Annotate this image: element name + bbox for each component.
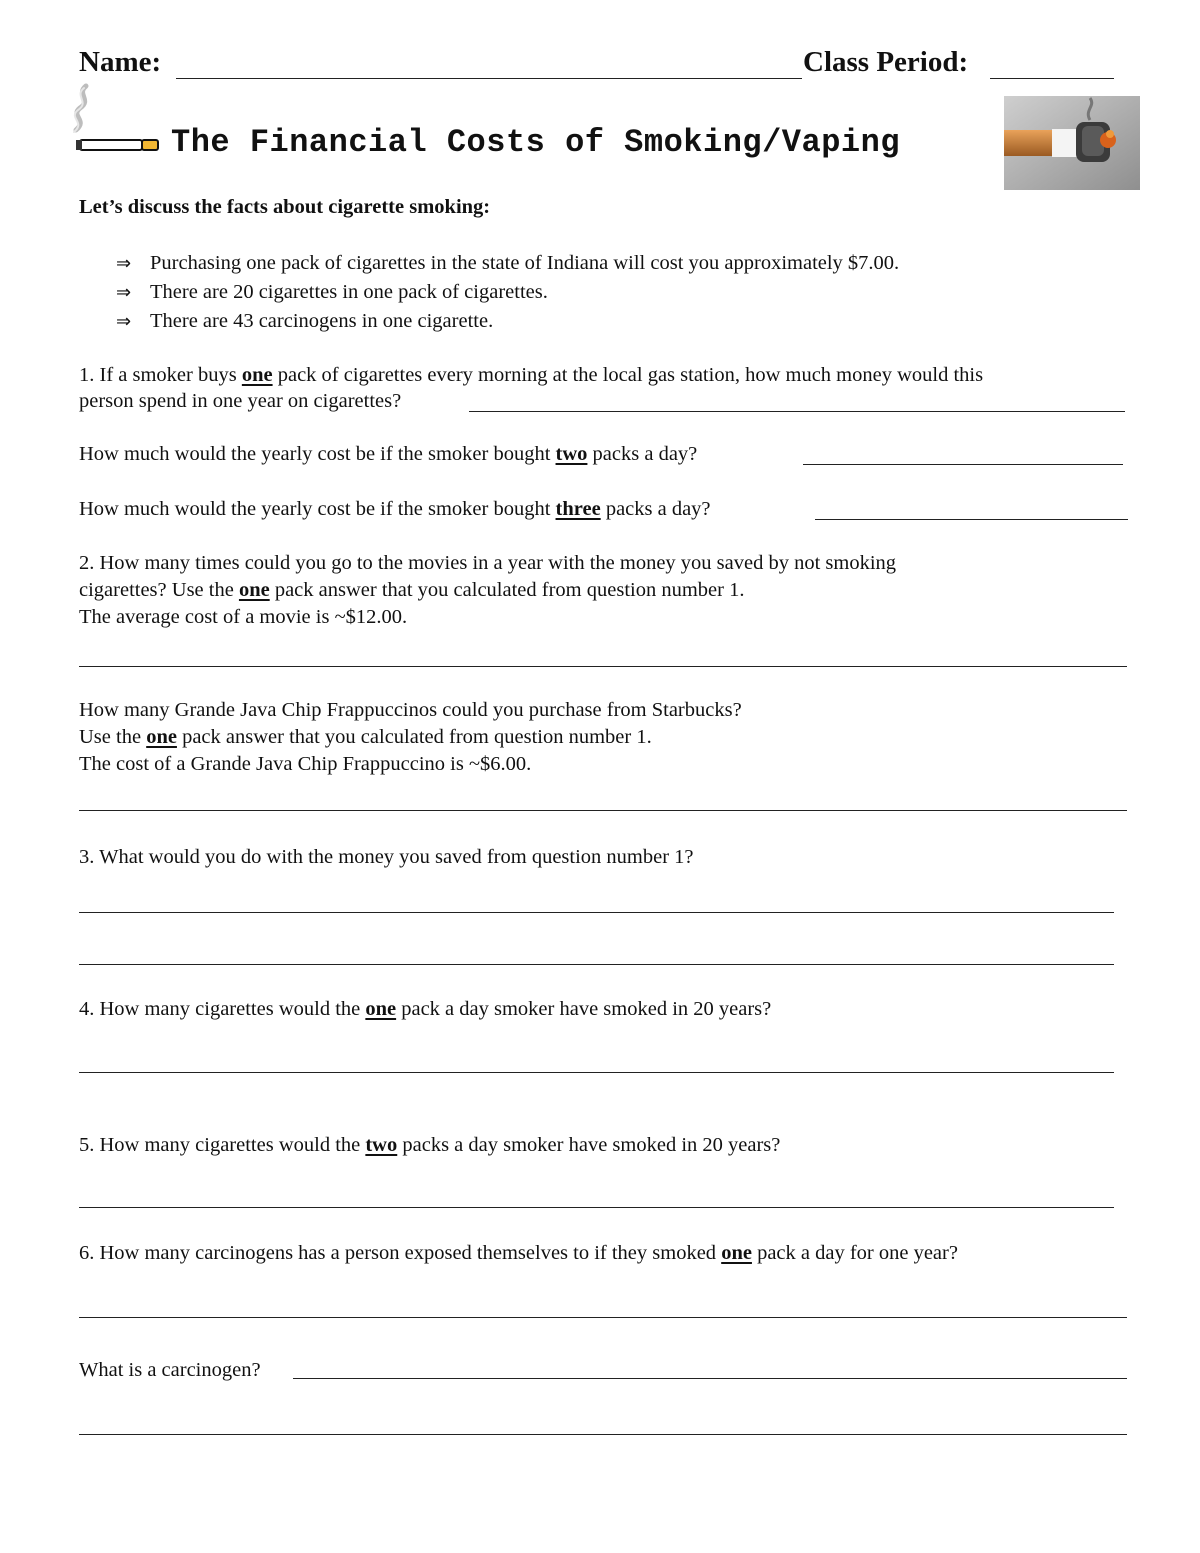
answer-line[interactable] [469,411,1125,412]
answer-line[interactable] [79,1072,1114,1073]
answer-line[interactable] [79,1317,1127,1318]
question-1-cont: person spend in one year on cigarettes? [79,390,402,412]
burning-cigarette-photo [1004,96,1140,190]
answer-line[interactable] [79,1207,1114,1208]
fact-item: ⇒ There are 20 cigarettes in one pack of cigarettes. [116,281,548,303]
question-5: 5. How many cigarettes would the two packs a day smoker have smoked in 20 years? [79,1134,781,1156]
cigarette-smoke-icon [62,80,162,156]
arrow-icon: ⇒ [116,282,132,303]
question-6b: What is a carcinogen? [79,1359,261,1381]
fact-item: ⇒ Purchasing one pack of cigarettes in the state of Indiana will cost you approximately $7.00. [116,252,900,274]
question-6: 6. How many carcinogens has a person exposed themselves to if they smoked one pack a day for one year? [79,1242,958,1264]
class-period-label: Class Period: [803,46,969,78]
answer-line[interactable] [79,1434,1127,1435]
question-3: 3. What would you do with the money you saved from question number 1? [79,846,694,868]
page-title: The Financial Costs of Smoking/Vaping [171,124,901,161]
question-2b-note: The cost of a Grande Java Chip Frappuccino is ~$6.00. [79,753,532,775]
question-4: 4. How many cigarettes would the one pack a day smoker have smoked in 20 years? [79,998,772,1020]
question-1: 1. If a smoker buys one pack of cigarettes every morning at the local gas station, how much money would this [79,364,984,386]
question-2-note: The average cost of a movie is ~$12.00. [79,606,408,628]
fact-item: ⇒ There are 43 carcinogens in one cigarette. [116,310,494,332]
question-2b: How many Grande Java Chip Frappuccinos could you purchase from Starbucks? [79,699,742,721]
answer-line[interactable] [293,1378,1127,1379]
arrow-icon: ⇒ [116,253,132,274]
arrow-icon: ⇒ [116,311,132,332]
name-label: Name: [79,46,162,78]
answer-line[interactable] [79,964,1114,965]
answer-line[interactable] [79,666,1127,667]
answer-line[interactable] [79,912,1114,913]
question-2-cont: cigarettes? Use the one pack answer that you calculated from question number 1. [79,579,745,601]
answer-line[interactable] [815,519,1128,520]
question-1-three: How much would the yearly cost be if the smoker bought three packs a day? [79,498,711,520]
question-2: 2. How many times could you go to the movies in a year with the money you saved by not smoking [79,552,897,574]
answer-line[interactable] [803,464,1123,465]
class-period-field[interactable] [990,78,1114,79]
answer-line[interactable] [79,810,1127,811]
name-field[interactable] [176,78,802,79]
question-2b-cont: Use the one pack answer that you calculated from question number 1. [79,726,652,748]
question-1-two: How much would the yearly cost be if the smoker bought two packs a day? [79,443,698,465]
intro-heading: Let’s discuss the facts about cigarette smoking: [79,196,491,218]
